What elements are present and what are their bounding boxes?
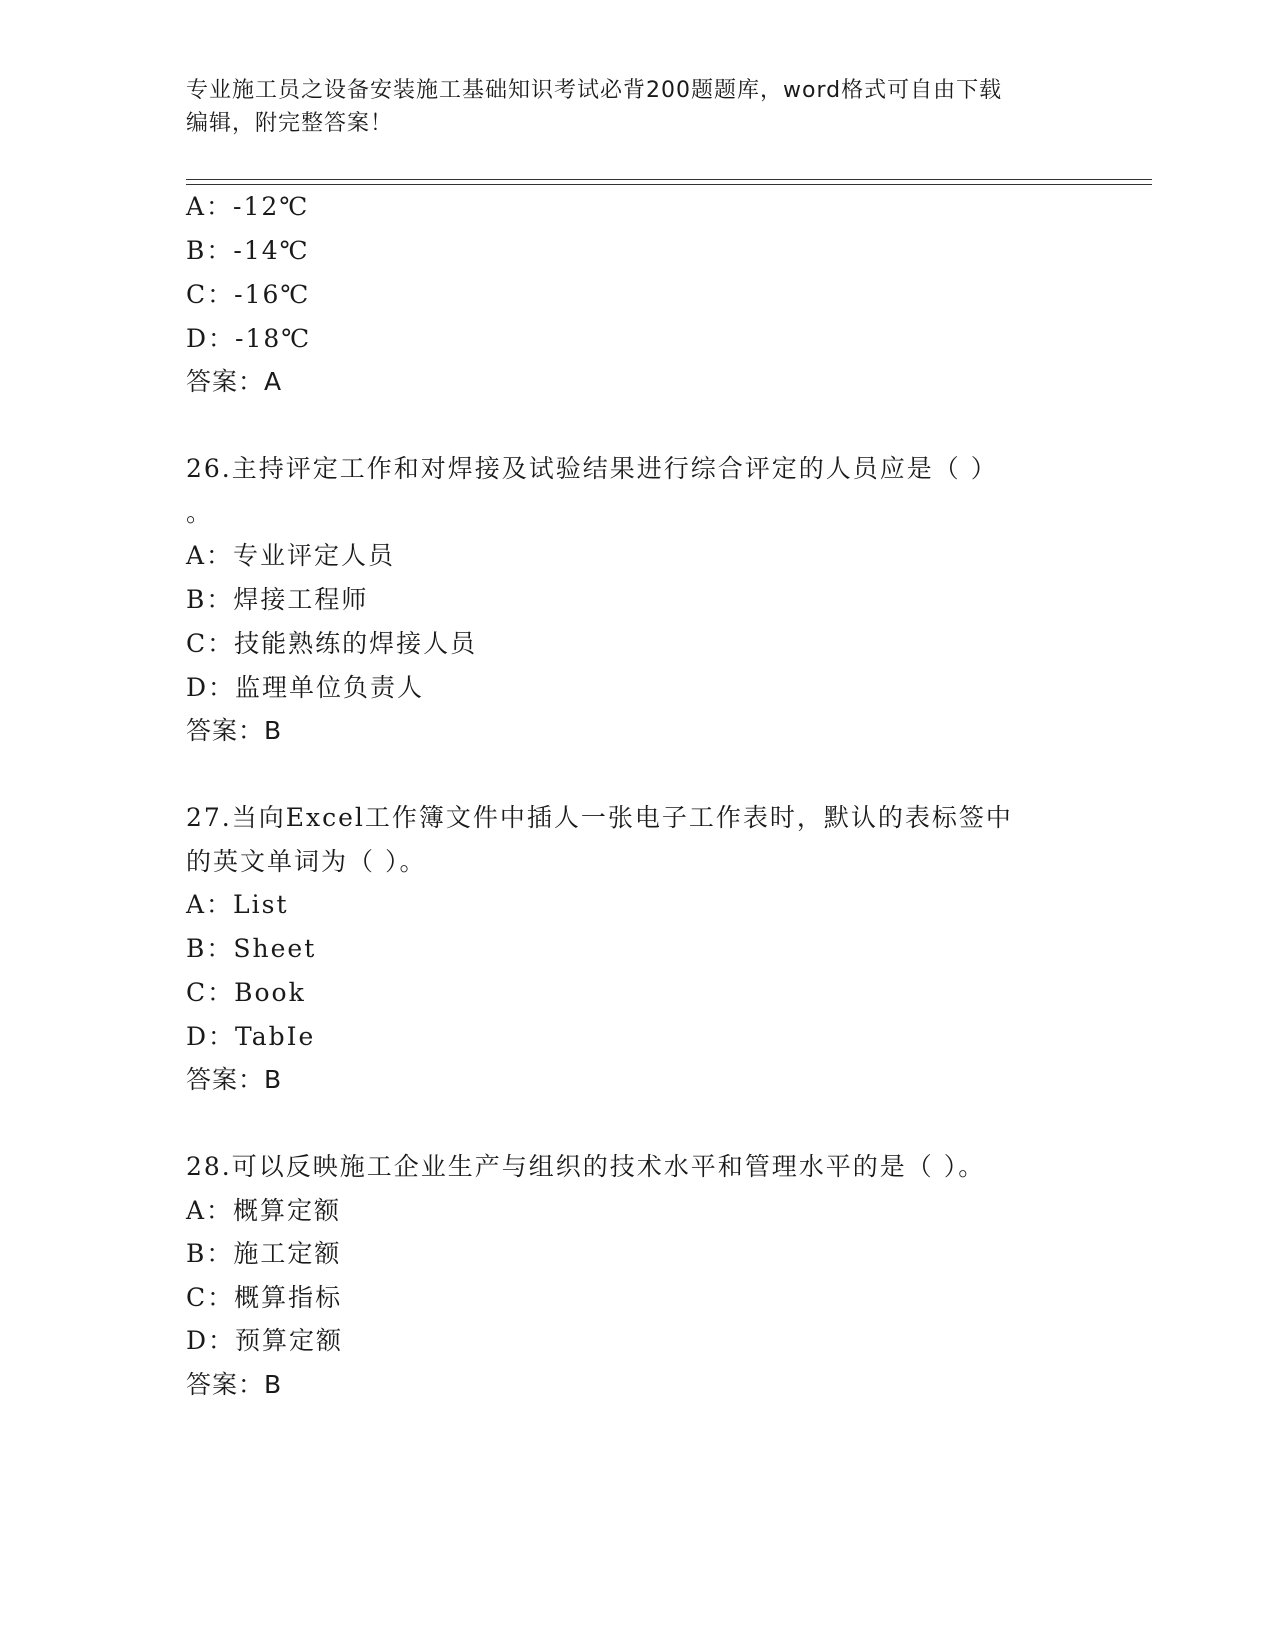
q25-option-d: D：-18℃ — [186, 324, 312, 353]
q25-option-b: B：-14℃ — [186, 236, 310, 265]
q28-option-d: D：预算定额 — [186, 1326, 344, 1355]
header-divider-top — [186, 179, 1152, 180]
q27-option-d: D：TabIe — [186, 1022, 316, 1051]
q26-option-a: A：专业评定人员 — [186, 541, 396, 570]
q28-option-b: B：施工定额 — [186, 1239, 342, 1268]
header-line-1: 专业施工员之设备安装施工基础知识考试必背200题题库，word格式可自由下载 — [186, 78, 1003, 103]
q28-question-line-1: 28.可以反映施工企业生产与组织的技术水平和管理水平的是（ ）。 — [186, 1152, 986, 1181]
q28-option-c: C：概算指标 — [186, 1283, 343, 1312]
q27-question-line-1: 27.当向Excel工作簿文件中插人一张电子工作表时，默认的表标签中 — [186, 803, 1013, 832]
q27-option-b: B：Sheet — [186, 934, 317, 963]
q28-option-a: A：概算定额 — [186, 1196, 342, 1225]
q28-answer: 答案：B — [186, 1370, 283, 1399]
q27-answer: 答案：B — [186, 1065, 283, 1094]
q26-question-line-1: 26.主持评定工作和对焊接及试验结果进行综合评定的人员应是（ ） — [186, 454, 998, 483]
q26-question-line-2: 。 — [186, 498, 214, 527]
q27-option-a: A：List — [186, 890, 289, 919]
q25-answer: 答案：A — [186, 367, 283, 396]
q26-option-d: D：监理单位负责人 — [186, 673, 425, 702]
q25-option-a: A：-12℃ — [186, 192, 310, 221]
document-header — [186, 74, 1066, 140]
q26-option-c: C：技能熟练的焊接人员 — [186, 629, 478, 658]
q27-question-line-2: 的英文单词为（ ）。 — [186, 847, 427, 876]
header-line-2: 编辑，附完整答案！ — [186, 111, 394, 136]
q25-option-c: C：-16℃ — [186, 280, 311, 309]
q26-answer: 答案：B — [186, 716, 283, 745]
header-divider-bottom — [186, 184, 1152, 185]
q26-option-b: B：焊接工程师 — [186, 585, 369, 614]
q27-option-c: C：Book — [186, 978, 306, 1007]
